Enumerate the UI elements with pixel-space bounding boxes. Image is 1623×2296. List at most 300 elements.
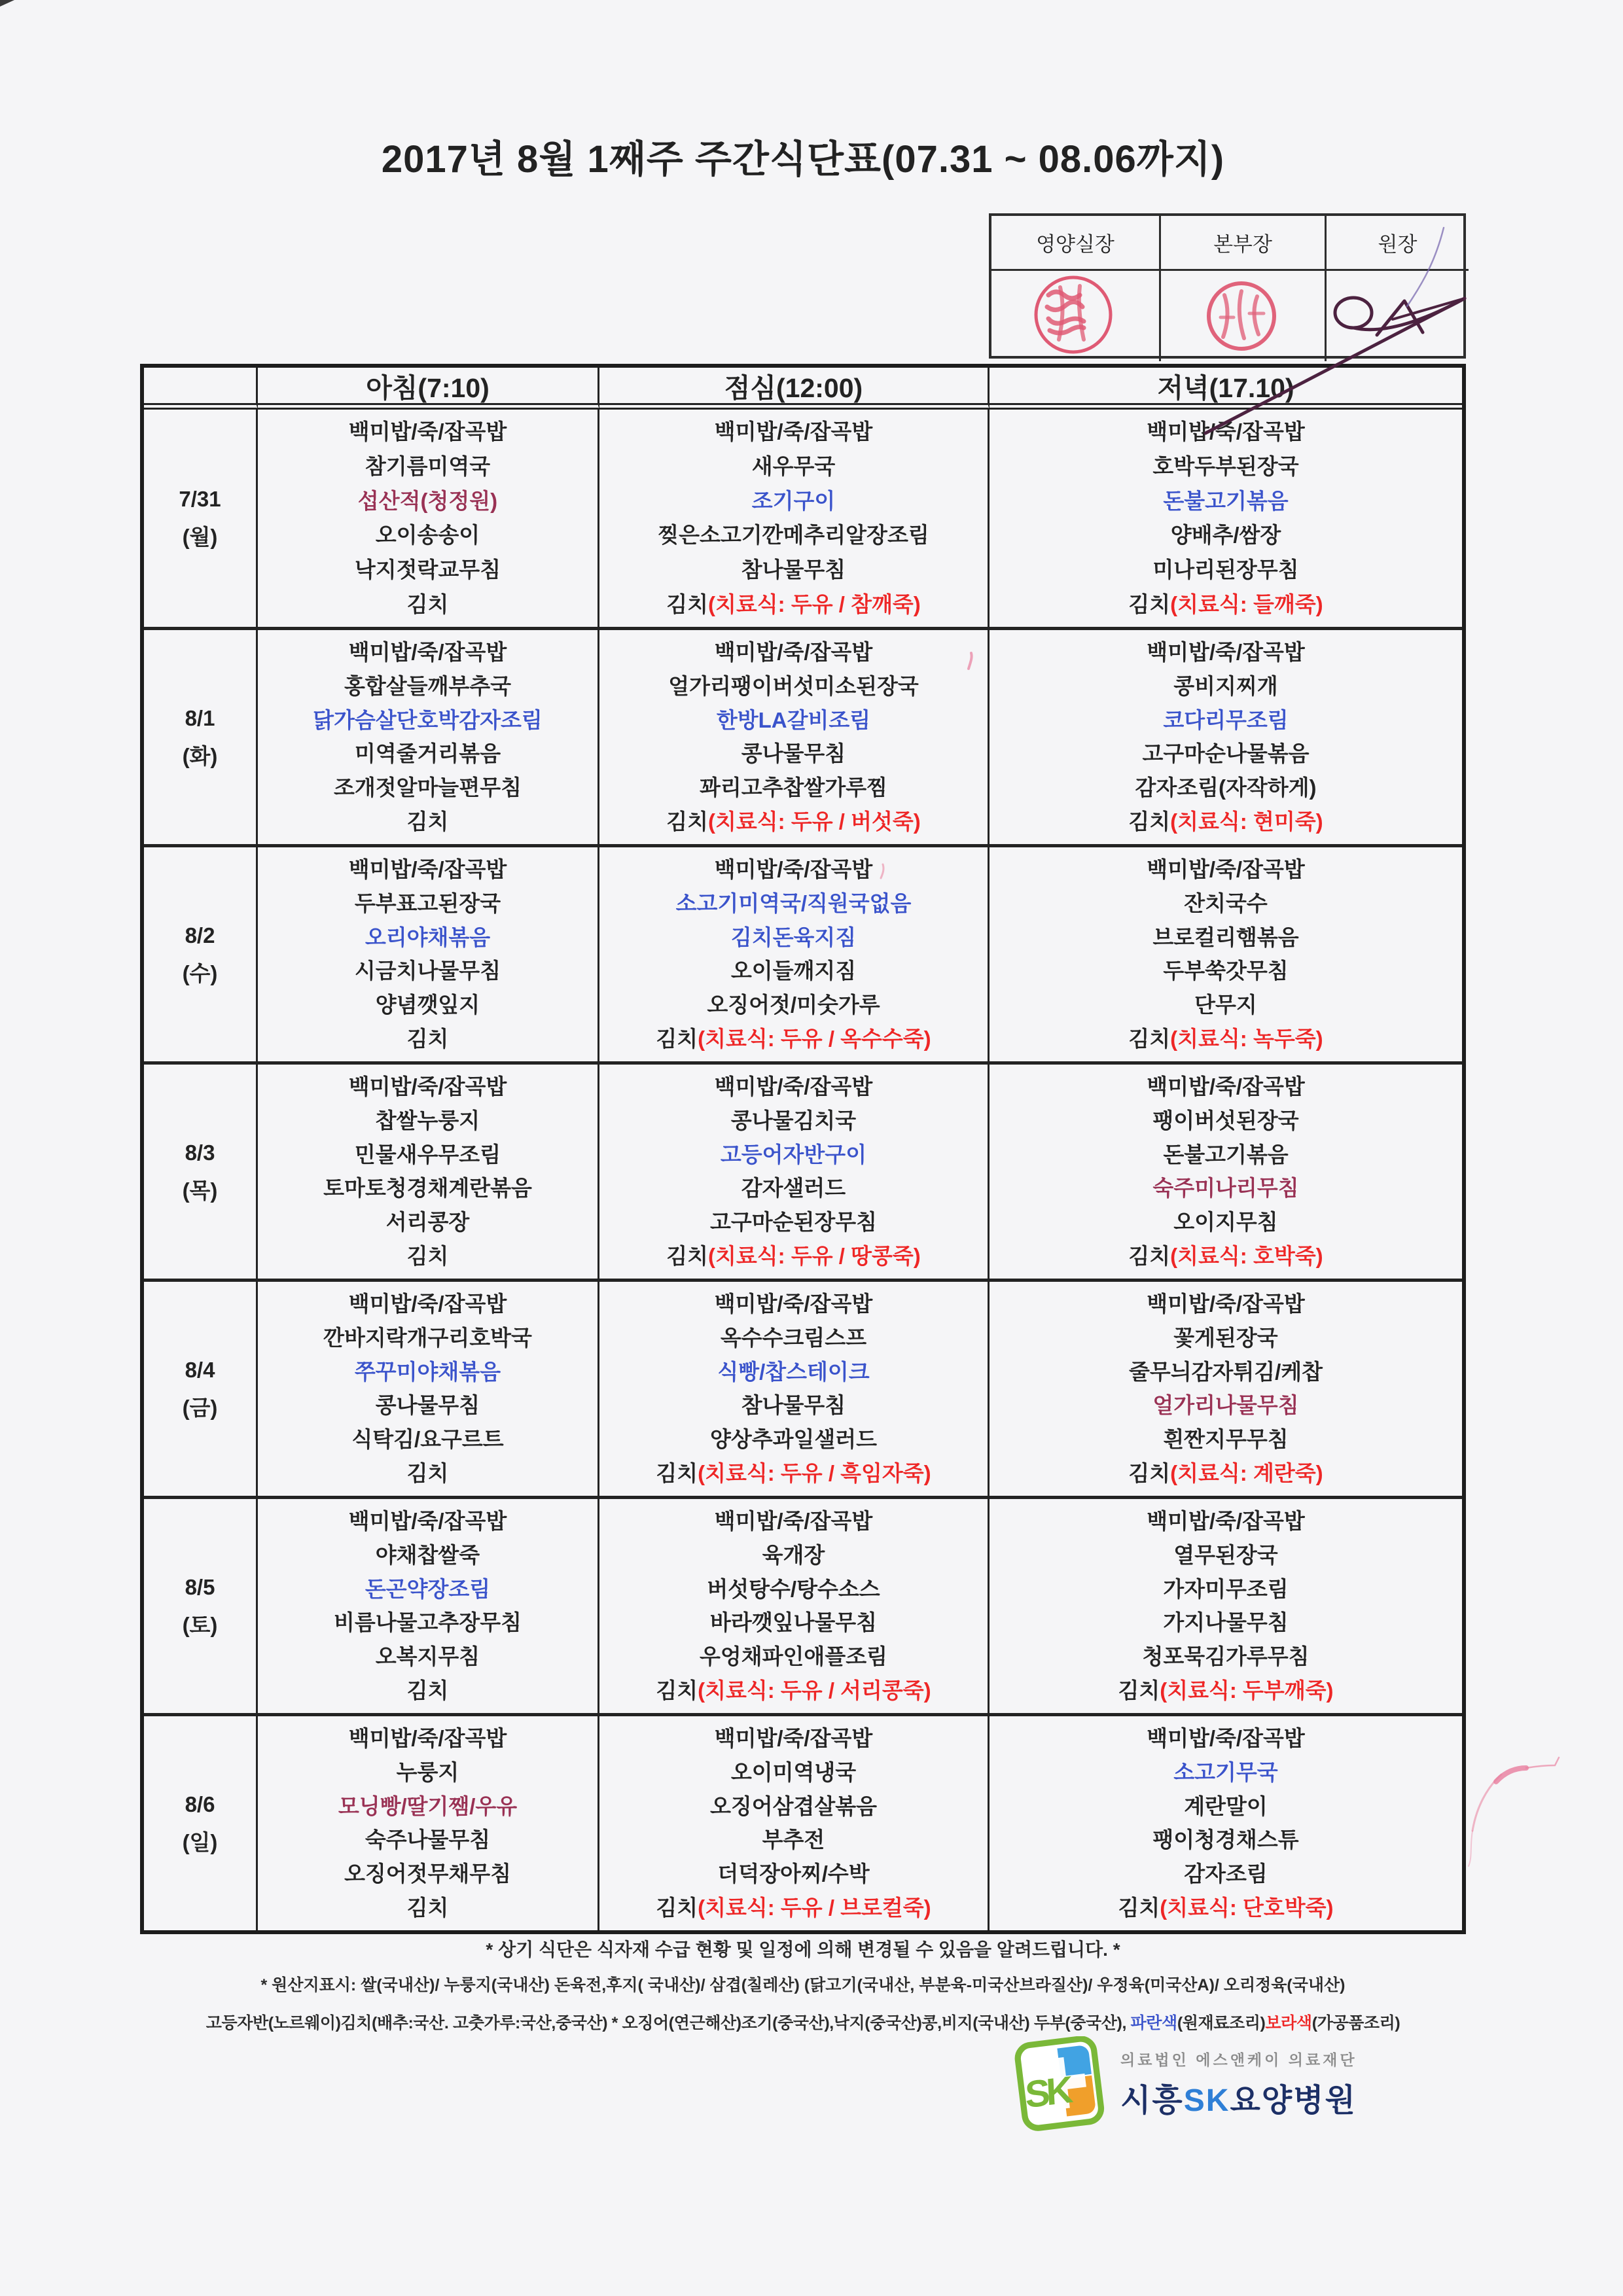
menu-item — [407, 1896, 449, 1920]
footnote-part: 보라색 — [1265, 2014, 1312, 2032]
menu-item — [355, 1142, 501, 1167]
date-cell — [144, 1713, 258, 1930]
menu-item — [710, 1610, 877, 1635]
hospital-logo-icon — [1014, 2036, 1106, 2132]
logo-name-part: SK — [1183, 2083, 1230, 2118]
menu-item — [338, 1794, 517, 1819]
menu-item — [715, 1292, 872, 1316]
menu-item-text: 꽃게된장국 — [1173, 1325, 1278, 1350]
menu-item-text: 오복지무침 — [375, 1644, 480, 1669]
menu-item-text: 서리콩장 — [385, 1210, 470, 1235]
meal-cell-dinner — [990, 1496, 1462, 1713]
menu-item — [1118, 1678, 1333, 1703]
menu-item-text: 쭈꾸미야채볶음 — [354, 1359, 501, 1384]
menu-item — [731, 925, 856, 950]
menu-item — [365, 454, 490, 479]
weekday-label: (토) — [182, 1612, 218, 1637]
menu-table — [140, 364, 1466, 1934]
therapy-diet-note: (치료식: 녹두죽) — [1170, 1027, 1323, 1051]
menu-item-text: 김치 — [1128, 1027, 1171, 1051]
approval-label: 영양실장 — [1036, 233, 1115, 256]
menu-item-text: 야채찹쌀죽 — [375, 1542, 480, 1567]
menu-item-text: 김치 — [406, 1678, 449, 1703]
menu-item-text: 백미밥/죽/잡곡밥 — [714, 639, 873, 664]
menu-item — [407, 1461, 449, 1486]
logo-sk-letters: SK — [1024, 2069, 1071, 2117]
menu-item-text: 오징어젓무채무침 — [344, 1862, 512, 1886]
weekday-label: (화) — [182, 743, 218, 768]
meal-cell-breakfast — [258, 844, 599, 1061]
menu-item — [717, 708, 870, 733]
menu-item — [1152, 454, 1298, 479]
meal-cell-lunch — [599, 1713, 990, 1930]
menu-item-text: 얼가리나물무침 — [1152, 1393, 1299, 1418]
approval-stamp-cell-nutrition-chief — [991, 271, 1161, 361]
menu-item — [1129, 1360, 1323, 1385]
meal-cell-breakfast — [258, 1496, 599, 1713]
menu-item-text: 누룽지 — [396, 1759, 459, 1784]
logo-foundation-name: 의료법인 에스앤케이 의료재단 — [1120, 2051, 1357, 2068]
menu-item-text: 찹쌀누룽지 — [375, 1108, 480, 1133]
menu-item — [1135, 775, 1316, 800]
menu-item — [715, 640, 872, 665]
menu-item — [1152, 1108, 1298, 1133]
menu-header-empty — [144, 368, 258, 410]
menu-item — [752, 489, 836, 514]
menu-item-text: 돈곤약장조림 — [365, 1576, 491, 1601]
menu-item — [707, 993, 880, 1017]
menu-item — [407, 1678, 449, 1703]
menu-item-text: 호박두부된장국 — [1152, 454, 1299, 479]
menu-item — [1163, 489, 1288, 514]
menu-item — [1128, 1027, 1323, 1051]
menu-item — [334, 1610, 522, 1635]
menu-item — [721, 1326, 866, 1351]
menu-item-text: 홍합살들깨부추국 — [344, 673, 512, 698]
menu-item-text: 한방LA갈비조림 — [716, 707, 871, 732]
menu-item-text: 김치 — [1128, 592, 1171, 616]
menu-header-breakfast: 아침(7:10) — [258, 368, 599, 410]
menu-item-text: 바라깻잎나물무침 — [709, 1610, 878, 1635]
menu-item — [365, 1828, 490, 1852]
hospital-logo — [1014, 2036, 1357, 2132]
menu-item-text: 백미밥/죽/잡곡밥 — [348, 1725, 507, 1750]
approval-header-director — [1327, 216, 1469, 271]
menu-item-text: 열무된장국 — [1173, 1542, 1278, 1567]
menu-item — [715, 1726, 872, 1751]
menu-item — [1163, 708, 1288, 733]
menu-item-text: 고구마순된장무침 — [709, 1210, 878, 1235]
menu-item-text: 백미밥/죽/잡곡밥 — [1147, 419, 1305, 444]
approval-label: 원장 — [1378, 233, 1418, 256]
menu-item — [752, 454, 836, 479]
date-cell — [144, 1496, 258, 1713]
date-cell — [144, 844, 258, 1061]
menu-item-text: 김치 — [1128, 1244, 1171, 1269]
menu-item — [762, 1828, 825, 1852]
menu-item-text: 백미밥/죽/잡곡밥 — [348, 639, 507, 664]
menu-item-text: 흰짠지무무침 — [1163, 1427, 1289, 1452]
menu-item-text: 얼가리팽이버섯미소된장국 — [668, 673, 919, 698]
menu-item — [1173, 1326, 1277, 1351]
menu-item — [666, 592, 920, 617]
menu-item-text: 미역줄거리볶음 — [354, 741, 501, 766]
footnote-part: (원재료조리) — [1177, 2014, 1266, 2032]
menu-item-text: 콩나물김치국 — [730, 1108, 857, 1133]
menu-item-text: 닭가슴살단호박감자조림 — [313, 707, 543, 732]
menu-item-text: 오리야채볶음 — [365, 925, 491, 949]
menu-item — [1142, 741, 1309, 766]
menu-item — [1171, 523, 1281, 548]
menu-item — [731, 959, 856, 983]
menu-item — [1173, 1760, 1277, 1785]
menu-item — [365, 925, 490, 950]
menu-item — [666, 1244, 920, 1269]
menu-item-text: 참나물무침 — [741, 1393, 846, 1418]
menu-item — [358, 489, 497, 514]
menu-item — [721, 1142, 866, 1167]
approval-stamp-cell-director — [1327, 271, 1469, 361]
menu-item-text: 새우무국 — [751, 454, 836, 479]
menu-item — [700, 1644, 887, 1669]
scan-artifact — [0, 0, 14, 7]
meal-cell-lunch — [599, 627, 990, 844]
menu-item — [1147, 857, 1304, 882]
menu-item-text: 참나물무침 — [741, 557, 846, 582]
menu-item — [1142, 1644, 1309, 1669]
menu-item-text: 감자조림(자작하게) — [1135, 775, 1317, 800]
menu-item-text: 토마토청경채계란볶음 — [323, 1176, 532, 1201]
menu-item — [1152, 557, 1298, 582]
meal-cell-dinner — [990, 1713, 1462, 1930]
menu-item — [710, 1210, 877, 1235]
menu-item-text: 시금치나물무침 — [354, 959, 501, 983]
menu-item-text: 김치 — [656, 1461, 698, 1486]
therapy-diet-note: (치료식: 두유 / 흑임자죽) — [698, 1461, 931, 1486]
meal-cell-lunch — [599, 1061, 990, 1279]
menu-item — [741, 1176, 846, 1201]
menu-item-text: 김치 — [406, 809, 449, 834]
weekday-label: (일) — [182, 1829, 218, 1854]
menu-item — [717, 1360, 869, 1385]
page-title: 2017년 8월 1째주 주간식단표(07.31 ~ 08.06까지) — [381, 138, 1225, 181]
menu-item — [1173, 674, 1277, 699]
menu-item-text: 오징어삼겹살볶음 — [709, 1793, 878, 1818]
meal-cell-lunch — [599, 844, 990, 1061]
menu-item-text: 고구마순나물볶음 — [1142, 741, 1310, 766]
menu-item — [1173, 1543, 1277, 1568]
menu-item-text: 섭산적(청정원) — [357, 488, 498, 513]
menu-item — [717, 1862, 869, 1886]
menu-item-text: 양배추/쌈장 — [1170, 523, 1281, 548]
logo-name-part: 시흥 — [1120, 2083, 1184, 2118]
menu-item — [355, 1360, 501, 1385]
footnote-part: (가공품조리) — [1311, 2014, 1400, 2032]
menu-item — [407, 809, 449, 834]
menu-item — [1163, 1142, 1288, 1167]
menu-item — [715, 419, 872, 444]
menu-item — [710, 1427, 877, 1452]
date-label: 8/4 — [185, 1357, 215, 1382]
menu-item-text: 찢은소고기깐메추리알장조림 — [658, 523, 929, 548]
menu-item-text: 낙지젓락교무침 — [354, 557, 501, 582]
menu-item-text: 줄무늬감자튀김/케찹 — [1128, 1359, 1323, 1384]
menu-item-text: 김치 — [1118, 1896, 1160, 1920]
weekday-label: (월) — [182, 525, 218, 549]
menu-item — [1163, 1610, 1288, 1635]
menu-item-text: 오이지무침 — [1173, 1210, 1278, 1235]
menu-item-text: 김치 — [406, 1461, 449, 1486]
menu-item — [407, 592, 449, 617]
menu-item-text: 더덕장아찌/수박 — [717, 1862, 870, 1886]
menu-item-text: 백미밥/죽/잡곡밥 — [714, 1725, 873, 1750]
menu-item-text: 백미밥/죽/잡곡밥 — [1147, 1074, 1305, 1099]
menu-item-text: 두부표고된장국 — [354, 891, 501, 915]
menu-item — [668, 674, 919, 699]
meal-cell-lunch — [599, 1279, 990, 1496]
therapy-diet-note: (치료식: 두유 / 옥수수죽) — [698, 1027, 931, 1051]
menu-item-text: 김치돈육지짐 — [730, 925, 857, 949]
menu-item — [376, 523, 480, 548]
menu-item-text: 참기름미역국 — [365, 454, 491, 479]
menu-item-text: 버섯탕수/탕수소스 — [707, 1576, 880, 1601]
menu-item-text: 조기구이 — [751, 488, 836, 513]
menu-item — [349, 857, 507, 882]
menu-item-text: 돈불고기볶음 — [1163, 488, 1289, 513]
menu-item-text: 오이들깨지짐 — [730, 959, 857, 983]
menu-item — [656, 1896, 931, 1920]
date-cell — [144, 627, 258, 844]
menu-item — [656, 1678, 931, 1703]
menu-item — [355, 959, 501, 983]
menu-item — [1173, 1210, 1277, 1235]
menu-item — [313, 708, 543, 733]
menu-item-text: 조개젓알마늘편무침 — [334, 775, 522, 800]
menu-item — [1147, 640, 1304, 665]
menu-item-text: 꽈리고추찹쌀가루찜 — [700, 775, 887, 800]
menu-item — [351, 1427, 503, 1452]
date-cell — [144, 1279, 258, 1496]
menu-item — [355, 891, 501, 916]
therapy-diet-note: (치료식: 두유 / 브로컬죽) — [698, 1896, 931, 1920]
menu-item-text: 김치 — [1118, 1678, 1160, 1703]
menu-item-text: 청포묵김가루무침 — [1142, 1644, 1310, 1669]
menu-item-text: 김치 — [406, 1027, 449, 1051]
menu-item — [376, 993, 480, 1017]
approval-label: 본부장 — [1213, 233, 1272, 256]
menu-item-text: 김치 — [1128, 1461, 1171, 1486]
menu-item — [1152, 1828, 1298, 1852]
menu-item — [731, 1760, 856, 1785]
menu-item — [656, 1027, 931, 1051]
menu-item-text: 부추전 — [762, 1828, 825, 1852]
menu-item-text: 팽이청경채스튜 — [1152, 1828, 1299, 1852]
menu-item-text: 백미밥/죽/잡곡밥 — [348, 419, 507, 444]
menu-item — [344, 1862, 511, 1886]
menu-item-text: 식탁김/요구르트 — [351, 1427, 504, 1452]
menu-item-text: 가자미무조림 — [1163, 1576, 1289, 1601]
menu-item — [658, 523, 929, 548]
menu-item — [323, 1176, 532, 1201]
menu-item-text: 오징어젓/미숫가루 — [707, 993, 880, 1017]
menu-item-text: 백미밥/죽/잡곡밥 — [1147, 857, 1305, 881]
menu-item — [349, 1509, 507, 1534]
menu-item-text: 단무지 — [1194, 993, 1257, 1017]
menu-item-text: 백미밥/죽/잡곡밥 — [714, 1291, 873, 1316]
menu-item-text: 두부쑥갓무침 — [1163, 959, 1289, 983]
meal-cell-breakfast — [258, 1713, 599, 1930]
menu-item — [1128, 592, 1323, 617]
menu-item-text: 김치 — [406, 592, 449, 616]
approval-box — [989, 213, 1466, 359]
therapy-diet-note: (치료식: 들깨죽) — [1170, 592, 1323, 616]
menu-item-text: 오이송송이 — [375, 523, 480, 548]
menu-item — [710, 1794, 877, 1819]
approval-stamp-cell-division-head — [1161, 271, 1327, 361]
menu-item-text: 모닝빵/딸기쨈/우유 — [338, 1793, 518, 1818]
menu-item — [349, 1726, 507, 1751]
menu-item — [349, 640, 507, 665]
meal-cell-dinner — [990, 410, 1462, 627]
date-label: 8/2 — [185, 923, 215, 947]
approval-header-division-head — [1161, 216, 1327, 271]
menu-item — [1128, 1461, 1323, 1486]
menu-item — [715, 1509, 872, 1534]
menu-item-text: 깐바지락개구리호박국 — [323, 1325, 532, 1350]
menu-item-text: 감자샐러드 — [741, 1176, 846, 1201]
therapy-diet-note: (치료식: 두유 / 참깨죽) — [708, 592, 921, 616]
menu-item — [1152, 925, 1298, 950]
date-cell — [144, 410, 258, 627]
menu-item — [376, 1393, 480, 1418]
menu-header-lunch: 점심(12:00) — [599, 368, 990, 410]
menu-item-text: 계란말이 — [1184, 1793, 1268, 1818]
menu-item — [1118, 1896, 1333, 1920]
therapy-diet-note: (치료식: 호박죽) — [1170, 1244, 1323, 1269]
menu-item-text: 코다리무조림 — [1163, 707, 1289, 732]
menu-item — [1184, 891, 1268, 916]
menu-item-text: 콩나물무침 — [741, 741, 846, 766]
menu-item — [1147, 1074, 1304, 1099]
menu-item — [376, 1108, 480, 1133]
menu-item — [1163, 959, 1288, 983]
menu-item — [656, 1461, 931, 1486]
footnote-change-notice: * 상기 식단은 식자재 수급 현황 및 일정에 의해 변경될 수 있음을 알려드립니다. * — [486, 1939, 1120, 1960]
menu-item-text: 김치 — [656, 1678, 698, 1703]
menu-item — [407, 1027, 449, 1051]
menu-item-text: 옥수수크림스프 — [720, 1325, 867, 1350]
menu-item — [355, 557, 501, 582]
footnote-origin-labeling-2 — [140, 2010, 1466, 2034]
menu-item-text: 백미밥/죽/잡곡밥 — [714, 1074, 873, 1099]
menu-item — [1128, 1244, 1323, 1269]
menu-item-text: 김치 — [656, 1027, 698, 1051]
menu-item — [707, 1577, 880, 1602]
menu-item-text: 고등어자반구이 — [720, 1142, 867, 1167]
approval-header-nutrition-chief — [991, 216, 1161, 271]
menu-item — [397, 1760, 459, 1785]
date-label: 8/1 — [185, 705, 215, 730]
menu-item-text: 김치 — [666, 592, 709, 616]
therapy-diet-note: (치료식: 현미죽) — [1170, 809, 1323, 834]
menu-item-text: 백미밥/죽/잡곡밥 — [348, 1291, 507, 1316]
weekday-label: (목) — [182, 1178, 218, 1203]
menu-item — [715, 1074, 872, 1099]
menu-item-text: 비름나물고추장무침 — [334, 1610, 522, 1635]
menu-item — [1147, 1292, 1304, 1316]
menu-item-text: 민물새우무조림 — [354, 1142, 501, 1167]
menu-item — [1152, 1393, 1298, 1418]
menu-item — [349, 419, 507, 444]
menu-item — [762, 1543, 825, 1568]
menu-item-text: 소고기미역국/직원국없음 — [675, 891, 912, 915]
menu-item — [1163, 1427, 1288, 1452]
menu-item — [1152, 1176, 1298, 1201]
meal-cell-breakfast — [258, 1061, 599, 1279]
therapy-diet-note: (치료식: 두부깨죽) — [1160, 1678, 1334, 1703]
menu-item — [715, 857, 872, 882]
menu-item-text: 미나리된장무침 — [1152, 557, 1299, 582]
menu-item-text: 김치 — [656, 1896, 698, 1920]
menu-item-text: 콩나물무침 — [375, 1393, 480, 1418]
meal-cell-dinner — [990, 844, 1462, 1061]
menu-item — [334, 775, 522, 800]
menu-item — [1147, 419, 1304, 444]
menu-item-text: 가지나물무침 — [1163, 1610, 1289, 1635]
menu-item — [1194, 993, 1257, 1017]
menu-item-text: 백미밥/죽/잡곡밥 — [348, 857, 507, 881]
menu-item-text: 육개장 — [762, 1542, 825, 1567]
menu-item-text: 감자조림 — [1184, 1862, 1268, 1886]
footnote-part: 파란색 — [1130, 2014, 1177, 2032]
date-label: 8/3 — [185, 1140, 215, 1165]
menu-item — [386, 1210, 470, 1235]
therapy-diet-note: (치료식: 계란죽) — [1170, 1461, 1323, 1486]
therapy-diet-note: (치료식: 두유 / 땅콩죽) — [708, 1244, 921, 1269]
meal-cell-dinner — [990, 1061, 1462, 1279]
menu-item — [1147, 1509, 1304, 1534]
menu-item — [1147, 1726, 1304, 1751]
menu-item-text: 숙주미나리무침 — [1152, 1176, 1299, 1201]
menu-item-text: 양상추과일샐러드 — [709, 1427, 878, 1452]
menu-item — [407, 1244, 449, 1269]
menu-item-text: 김치 — [406, 1896, 449, 1920]
logo-hospital-name — [1120, 2075, 1357, 2120]
menu-item — [666, 809, 920, 834]
meal-cell-lunch — [599, 410, 990, 627]
menu-item-text: 김치 — [406, 1244, 449, 1269]
menu-item-text: 김치 — [1128, 809, 1171, 834]
menu-item-text: 백미밥/죽/잡곡밥 — [1147, 1508, 1305, 1533]
date-label: 8/6 — [185, 1792, 215, 1816]
menu-item-text: 잔치국수 — [1184, 891, 1268, 915]
footnote-origin-labeling-1: * 원산지표시: 쌀(국내산)/ 누룽지(국내산) 돈육전,후지( 국내산)/ 삼겹(칠레산) (닭고기(국내산, 부분육-미국산브라질산)/ 우정육(미국산A)/ 오리정육(국내산) — [260, 1976, 1346, 1994]
date-label: 7/31 — [179, 487, 221, 512]
menu-item-text: 백미밥/죽/잡곡밥 — [348, 1074, 507, 1099]
menu-item — [741, 741, 846, 766]
menu-item-text: 백미밥/죽/잡곡밥 — [714, 419, 873, 444]
weekday-label: (수) — [182, 961, 218, 985]
menu-item-text: 백미밥/죽/잡곡밥 — [348, 1508, 507, 1533]
meal-cell-breakfast — [258, 410, 599, 627]
menu-item — [355, 741, 501, 766]
menu-item-text: 소고기무국 — [1173, 1759, 1278, 1784]
menu-item — [349, 1292, 507, 1316]
therapy-diet-note: (치료식: 두유 / 서리콩죽) — [698, 1678, 931, 1703]
menu-item — [349, 1074, 507, 1099]
menu-item — [1163, 1577, 1288, 1602]
menu-item — [741, 1393, 846, 1418]
